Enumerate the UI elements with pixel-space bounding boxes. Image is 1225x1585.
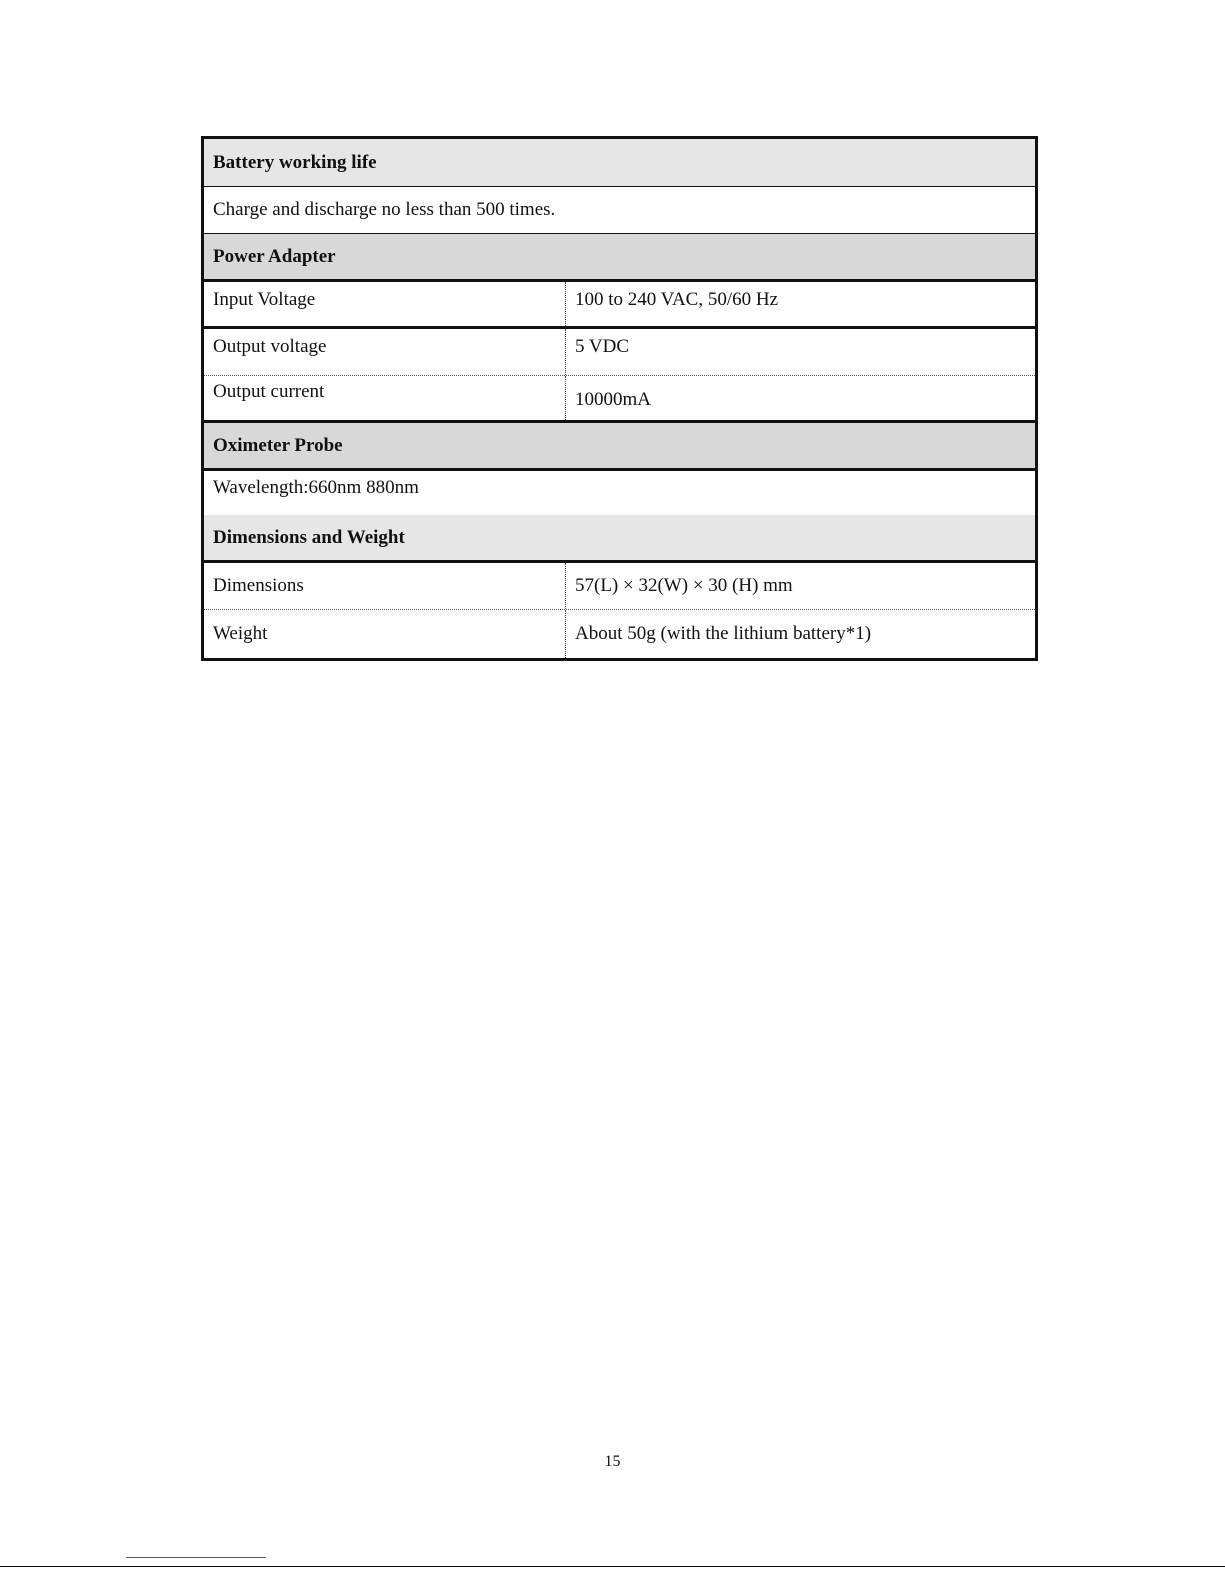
row-value: 5 VDC — [575, 336, 630, 357]
wavelength-text: Wavelength:660nm 880nm — [213, 477, 419, 498]
section-title: Oximeter Probe — [213, 434, 343, 456]
table-row-output-current — [204, 376, 1035, 423]
row-value: 10000mA — [575, 389, 651, 410]
page-bottom-rule — [0, 1566, 1225, 1567]
table-row-output-voltage — [204, 329, 1035, 376]
battery-life-text: Charge and discharge no less than 500 times. — [213, 199, 556, 220]
table-row-weight — [204, 610, 1035, 658]
row-label: Dimensions — [204, 563, 566, 609]
row-label: Output voltage — [204, 329, 566, 375]
section-title: Dimensions and Weight — [213, 526, 405, 548]
row-value: About 50g (with the lithium battery*1) — [575, 623, 872, 644]
row-label: Output current — [204, 376, 566, 420]
table-row-dimensions — [204, 563, 1035, 610]
row-value: 100 to 240 VAC, 50/60 Hz — [575, 289, 779, 310]
footnote-separator-line — [126, 1557, 266, 1558]
section-header-power-adapter — [204, 234, 1035, 282]
section-header-dimensions-and-weight — [204, 515, 1035, 563]
section-header-oximeter-probe — [204, 423, 1035, 471]
page-number: 15 — [604, 1453, 621, 1470]
section-header-battery-working-life — [204, 139, 1035, 187]
battery-life-text-row — [204, 187, 1035, 234]
table-row-input-voltage — [204, 282, 1035, 329]
section-title: Power Adapter — [213, 245, 336, 267]
oximeter-probe-text-row — [204, 471, 1035, 515]
row-label: Input Voltage — [204, 282, 566, 326]
specification-table — [201, 136, 1038, 661]
row-value: 57(L) × 32(W) × 30 (H) mm — [575, 575, 793, 596]
row-label: Weight — [204, 610, 566, 658]
section-title: Battery working life — [213, 151, 377, 173]
